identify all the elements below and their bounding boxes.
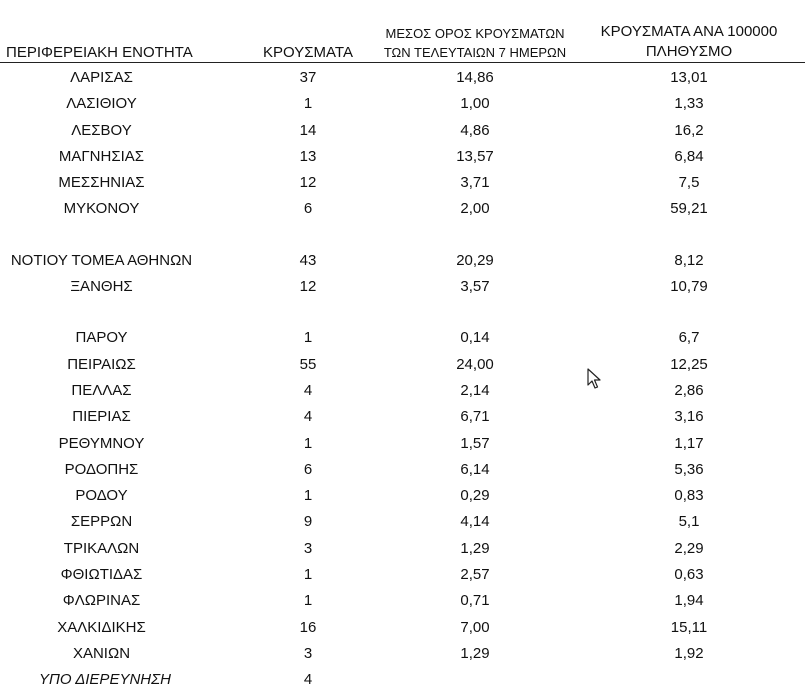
cell-7day-average[interactable]: 3,71 bbox=[460, 174, 490, 192]
cell-cases-per-100k[interactable]: 16,2 bbox=[674, 121, 704, 139]
cell-cases-per-100k[interactable]: 8,12 bbox=[674, 251, 704, 269]
header-region: ΠΕΡΙΦΕΡΕΙΑΚΗ ΕΝΟΤΗΤΑ bbox=[6, 44, 193, 61]
table-row[interactable] bbox=[0, 642, 807, 668]
table-row[interactable] bbox=[0, 589, 807, 615]
cell-region[interactable]: ΤΡΙΚΑΛΩΝ bbox=[63, 539, 140, 557]
cell-region[interactable]: ΜΥΚΟΝΟΥ bbox=[63, 200, 140, 218]
cell-region[interactable]: ΜΕΣΣΗΝΙΑΣ bbox=[58, 174, 145, 192]
table-row[interactable] bbox=[0, 563, 807, 589]
cell-region[interactable]: ΡΕΘΥΜΝΟΥ bbox=[58, 434, 145, 452]
cell-region[interactable]: ΝΟΤΙΟΥ ΤΟΜΕΑ ΑΘΗΝΩΝ bbox=[10, 251, 193, 269]
table-row[interactable] bbox=[0, 275, 807, 301]
cell-cases-per-100k[interactable]: 1,94 bbox=[674, 592, 704, 610]
table-row[interactable] bbox=[0, 249, 807, 275]
table-row[interactable] bbox=[0, 668, 807, 694]
table-row[interactable] bbox=[0, 537, 807, 563]
cell-cases[interactable]: 13 bbox=[299, 147, 317, 165]
header-cases-per-100k bbox=[584, 22, 794, 62]
cell-cases-per-100k[interactable]: 12,25 bbox=[670, 355, 708, 373]
cell-7day-average[interactable]: 1,00 bbox=[460, 95, 490, 113]
header-7day-average-line1: ΜΕΣΟΣ ΟΡΟΣ ΚΡΟΥΣΜΑΤΩΝ bbox=[385, 26, 565, 41]
cell-cases[interactable]: 6 bbox=[303, 200, 313, 218]
cell-region[interactable]: ΥΠΟ ΔΙΕΡΕΥΝΗΣΗ bbox=[39, 671, 171, 689]
cell-cases[interactable]: 12 bbox=[299, 174, 317, 192]
cell-cases-per-100k[interactable]: 5,36 bbox=[674, 460, 704, 478]
table-row[interactable] bbox=[0, 510, 807, 536]
cell-region[interactable]: ΡΟΔΟΥ bbox=[75, 487, 128, 505]
table-row[interactable] bbox=[0, 484, 807, 510]
header-7day-average bbox=[372, 24, 578, 62]
cell-7day-average[interactable]: 2,57 bbox=[460, 566, 490, 584]
cell-region[interactable]: ΠΙΕΡΙΑΣ bbox=[72, 408, 131, 426]
cell-cases-per-100k[interactable]: 2,29 bbox=[674, 539, 704, 557]
cell-7day-average[interactable]: 0,71 bbox=[460, 592, 490, 610]
cell-cases[interactable]: 1 bbox=[303, 487, 313, 505]
header-7day-average-line2: ΤΩΝ ΤΕΛΕΥΤΑΙΩΝ 7 ΗΜΕΡΩΝ bbox=[383, 45, 567, 60]
cell-7day-average[interactable]: 0,14 bbox=[460, 329, 490, 347]
cell-region[interactable]: ΛΑΡΙΣΑΣ bbox=[70, 69, 133, 86]
cell-cases[interactable]: 1 bbox=[303, 95, 313, 113]
cell-cases-per-100k[interactable]: 6,7 bbox=[678, 329, 700, 347]
cell-region[interactable]: ΦΘΙΩΤΙΔΑΣ bbox=[60, 566, 143, 584]
cell-cases-per-100k[interactable]: 0,83 bbox=[674, 487, 704, 505]
cell-region[interactable]: ΞΑΝΘΗΣ bbox=[70, 278, 133, 296]
table-row[interactable] bbox=[0, 326, 807, 352]
mouse-pointer-icon bbox=[587, 368, 601, 390]
cell-region[interactable]: ΧΑΛΚΙΔΙΚΗΣ bbox=[57, 618, 146, 636]
cell-region[interactable]: ΠΕΙΡΑΙΩΣ bbox=[67, 355, 136, 373]
cell-cases-per-100k[interactable]: 1,33 bbox=[674, 95, 704, 113]
cell-7day-average[interactable]: 6,14 bbox=[460, 460, 490, 478]
table-row[interactable] bbox=[0, 405, 807, 431]
cell-7day-average[interactable]: 2,14 bbox=[460, 381, 490, 399]
cell-cases[interactable]: 6 bbox=[303, 460, 313, 478]
cell-cases-per-100k[interactable]: 3,16 bbox=[674, 408, 704, 426]
cell-cases-per-100k[interactable]: 1,92 bbox=[674, 644, 704, 662]
cell-cases-per-100k[interactable]: 59,21 bbox=[670, 200, 708, 218]
cell-cases[interactable]: 1 bbox=[303, 329, 313, 347]
cell-cases-per-100k[interactable]: 5,1 bbox=[678, 513, 700, 531]
table-row[interactable] bbox=[0, 119, 807, 145]
cell-7day-average[interactable]: 13,57 bbox=[456, 147, 494, 165]
table-row[interactable] bbox=[0, 458, 807, 484]
cell-cases[interactable]: 12 bbox=[299, 278, 317, 296]
cell-cases-per-100k[interactable]: 1,17 bbox=[674, 434, 704, 452]
cell-cases[interactable]: 14 bbox=[299, 121, 317, 139]
cell-7day-average[interactable]: 4,14 bbox=[460, 513, 490, 531]
cell-7day-average[interactable]: 7,00 bbox=[460, 618, 490, 636]
cell-region[interactable]: ΧΑΝΙΩΝ bbox=[72, 644, 131, 662]
cell-7day-average[interactable]: 6,71 bbox=[460, 408, 490, 426]
cell-cases[interactable]: 3 bbox=[303, 644, 313, 662]
table-row[interactable] bbox=[0, 353, 807, 379]
table-row[interactable] bbox=[0, 197, 807, 223]
cell-region[interactable]: ΠΑΡΟΥ bbox=[75, 329, 128, 347]
cell-cases-per-100k[interactable]: 10,79 bbox=[670, 278, 708, 296]
cell-region[interactable]: ΣΕΡΡΩΝ bbox=[70, 513, 133, 531]
cell-7day-average[interactable]: 2,00 bbox=[460, 200, 490, 218]
cell-cases-per-100k[interactable]: 7,5 bbox=[678, 174, 700, 192]
cell-cases[interactable]: 55 bbox=[299, 355, 317, 373]
cell-cases[interactable]: 4 bbox=[303, 381, 313, 399]
cell-cases-per-100k[interactable]: 13,01 bbox=[670, 69, 708, 86]
table-row[interactable] bbox=[0, 616, 807, 642]
cell-cases[interactable]: 1 bbox=[303, 434, 313, 452]
cell-cases-per-100k[interactable]: 2,86 bbox=[674, 381, 704, 399]
cell-7day-average[interactable]: 3,57 bbox=[460, 278, 490, 296]
header-cases: ΚΡΟΥΣΜΑΤΑ bbox=[263, 44, 353, 61]
cell-7day-average[interactable]: 1,29 bbox=[460, 644, 490, 662]
header-divider bbox=[0, 62, 805, 63]
cell-7day-average[interactable]: 14,86 bbox=[456, 69, 494, 86]
cell-cases[interactable]: 3 bbox=[303, 539, 313, 557]
table-row[interactable] bbox=[0, 171, 807, 197]
cell-region[interactable]: ΛΕΣΒΟΥ bbox=[71, 121, 132, 139]
table-body bbox=[0, 66, 807, 695]
cell-cases[interactable]: 1 bbox=[303, 566, 313, 584]
cell-cases[interactable]: 9 bbox=[303, 513, 313, 531]
cell-region[interactable]: ΡΟΔΟΠΗΣ bbox=[64, 460, 139, 478]
cell-cases-per-100k[interactable]: 0,63 bbox=[674, 566, 704, 584]
cell-region[interactable]: ΠΕΛΛΑΣ bbox=[71, 381, 132, 399]
table-row[interactable] bbox=[0, 379, 807, 405]
cell-7day-average[interactable]: 20,29 bbox=[456, 251, 494, 269]
table-row[interactable] bbox=[0, 92, 807, 118]
cell-region[interactable]: ΛΑΣΙΘΙΟΥ bbox=[66, 95, 137, 113]
cell-cases[interactable]: 4 bbox=[303, 408, 313, 426]
cell-cases[interactable]: 16 bbox=[299, 618, 317, 636]
cell-region[interactable]: ΜΑΓΝΗΣΙΑΣ bbox=[58, 147, 145, 165]
cell-7day-average[interactable]: 4,86 bbox=[460, 121, 490, 139]
table-row[interactable] bbox=[0, 66, 807, 92]
table-row[interactable] bbox=[0, 145, 807, 171]
cell-7day-average[interactable]: 1,57 bbox=[460, 434, 490, 452]
cell-cases-per-100k[interactable]: 15,11 bbox=[670, 618, 708, 636]
cell-cases[interactable]: 4 bbox=[303, 671, 313, 689]
cell-cases-per-100k[interactable]: 6,84 bbox=[674, 147, 704, 165]
header-cases-per-100k-line2: ΠΛΗΘΥΣΜΟ bbox=[645, 43, 733, 60]
cell-7day-average[interactable]: 1,29 bbox=[460, 539, 490, 557]
cell-7day-average[interactable]: 24,00 bbox=[456, 355, 494, 373]
cell-cases[interactable]: 43 bbox=[299, 251, 317, 269]
cell-region[interactable]: ΦΛΩΡΙΝΑΣ bbox=[62, 592, 141, 610]
cell-cases[interactable]: 37 bbox=[299, 69, 317, 86]
cell-7day-average[interactable]: 0,29 bbox=[460, 487, 490, 505]
table-row[interactable] bbox=[0, 432, 807, 458]
cell-cases[interactable]: 1 bbox=[303, 592, 313, 610]
header-cases-per-100k-line1: ΚΡΟΥΣΜΑΤΑ ΑΝΑ 100000 bbox=[600, 23, 778, 40]
